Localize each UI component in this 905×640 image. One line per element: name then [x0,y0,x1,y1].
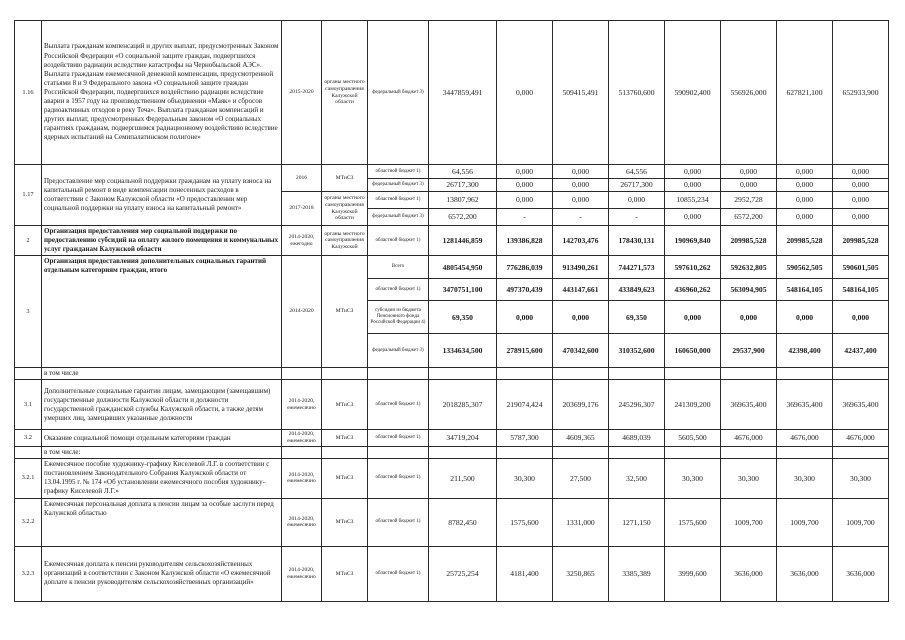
measure-name: Ежемесячная персональная доплата к пенсии лицам за особые заслуги перед Калужской областью [42,498,282,546]
year-amount: 369635,400 [833,380,889,430]
year-amount: 30,300 [497,458,553,498]
budget-table [14,20,889,602]
measure-name: Выплата гражданам компенсаций и других выплат, предусмотренных Законом Российской Федерации «О социальной защите граждан, подвергшихся воздействию радиации вследствие катастрофы на Чернобыльской АЭС». Выплата гражданам ежемесячной денежной компенсации, предусмотренной статьями 8 и 9 Федерального закона «О социальной защите граждан Российской Федерации, подвергшихся воздействию радиации вследствие аварии в 1957 году на производственном объединении «Маяк» и сбросов радиоактивных отходов в реку Теча». Выплата гражданам компенсаций и других выплат, предусмотренных Федеральным законом «О социальных гарантиях гражданам, подвергшимся радиационному воздействию вследствие ядерных испытаний на Семипалатинском полигоне» [42,21,282,165]
table-row [15,165,889,179]
total-amount: 34719,204 [429,430,497,446]
year-amount: 0,000 [777,179,833,192]
funding-source: областной бюджет 1) [368,226,429,256]
period: 2014-2020, ежемесячно [282,498,322,546]
period: 2014-2020, ежемесячно [282,546,322,601]
period: 2014-2020, ежегодно [282,226,322,256]
measure-name: Дополнительные социальные гарантии лицам, замещающим (замещавшим) государственные должности Калужской области и должности государственной гражданской службы Калужской области, а также детям умерших лиц, замещавших указанные должности [42,380,282,430]
year-amount: 497370,439 [497,279,553,301]
year-amount: 0,000 [665,179,721,192]
period: 2014-2020, ежемесячно [282,458,322,498]
year-amount: 0,000 [497,192,553,209]
year-amount: 0,000 [833,179,889,192]
year-amount: 443147,661 [553,279,609,301]
year-amount: 1009,700 [833,498,889,546]
year-amount: 627821,100 [777,21,833,165]
year-amount: 4676,000 [833,430,889,446]
year-amount: - [609,209,665,226]
funding-source: областной бюджет 1) [368,380,429,430]
total-amount: 3470751,100 [429,279,497,301]
year-amount: 0,000 [833,192,889,209]
total-amount: 13807,962 [429,192,497,209]
year-amount: 4609,365 [553,430,609,446]
table-row [15,368,889,380]
funding-source: областной бюджет 1) [368,498,429,546]
year-amount: 3250,865 [553,546,609,601]
funding-source: областной бюджет 1) [368,192,429,209]
year-amount: 590601,505 [833,256,889,279]
funding-source: областной бюджет 1) [368,458,429,498]
year-amount: 30,300 [833,458,889,498]
year-amount: 245296,307 [609,380,665,430]
table-row [15,380,889,430]
measure-name: Организация предоставления мер социальной поддержки по предоставлению субсидий на оплату жилого помещения и коммунальных услуг гражданам Калужской области [42,226,282,256]
row-number [15,368,42,380]
year-amount: 597610,262 [665,256,721,279]
funding-source: областной бюджет 1) [368,430,429,446]
table-row [15,446,889,458]
year-amount: 209985,528 [777,226,833,256]
year-amount: 26717,300 [609,179,665,192]
row-number: 3 [15,256,42,368]
measure-name: Организация предоставления дополнительных социальных гарантий отдельным категориям граждан, итого [42,256,282,368]
row-number: 3.2.2 [15,498,42,546]
total-amount: 3447859,491 [429,21,497,165]
total-amount: 69,350 [429,301,497,334]
year-amount: 241309,200 [665,380,721,430]
total-amount: 8782,450 [429,498,497,546]
executor: МТиСЗ [322,430,368,446]
year-amount: 30,300 [777,458,833,498]
year-amount: 0,000 [721,179,777,192]
year-amount: 27,500 [553,458,609,498]
year-amount: 5787,300 [497,430,553,446]
period: 2014-2020, ежемесячно [282,430,322,446]
year-amount: 209985,528 [721,226,777,256]
year-amount: 69,350 [609,301,665,334]
measure-name: Ежемесячная доплата к пенсии руководителям сельскохозяйственных организаций в соответствии с Законом Калужской области «О ежемесячной доплате к пенсии руководителям сельскохозяйственных организаций» [42,546,282,601]
year-amount: 64,556 [609,165,665,179]
year-amount: 30,300 [721,458,777,498]
year-amount: 0,000 [497,21,553,165]
executor: МТиСЗ [322,165,368,192]
funding-source: областной бюджет 1) [368,546,429,601]
row-number: 3.2 [15,430,42,446]
executor: МТиСЗ [322,380,368,430]
budget-table-sheet [14,20,888,602]
table-row [15,546,889,601]
total-amount: 6572,200 [429,209,497,226]
year-amount: 178430,131 [609,226,665,256]
year-amount: 0,000 [553,301,609,334]
year-amount: - [497,209,553,226]
year-amount: 4689,039 [609,430,665,446]
year-amount: 219074,424 [497,380,553,430]
year-amount: 0,000 [777,209,833,226]
measure-name: Ежемесячное пособие художнику-графику Киселевой Л.Г. в соответствии с постановлением Законодательного Собрания Калужской области от 13.04.1995 г. № 174 «Об установлении ежемесячного пособия художнику-графику Киселевой Л.Г.» [42,458,282,498]
executor: органы местного самоуправления Калужской области [322,192,368,226]
year-amount: 0,000 [721,301,777,334]
year-amount: 209985,528 [833,226,889,256]
year-amount: 3636,000 [777,546,833,601]
table-row [15,430,889,446]
executor: органы местного самоуправления Калужской [322,226,368,256]
year-amount: 0,000 [833,165,889,179]
year-amount: 4676,000 [721,430,777,446]
year-amount: 32,500 [609,458,665,498]
year-amount: 1331,000 [553,498,609,546]
year-amount: 0,000 [553,179,609,192]
year-amount: 509415,491 [553,21,609,165]
year-amount: 3385,389 [609,546,665,601]
table-row [15,21,889,165]
year-amount: 310352,600 [609,334,665,368]
funding-source: федеральный бюджет 3) [368,209,429,226]
period: 2017-2018 [282,192,322,226]
year-amount: 3636,000 [833,546,889,601]
year-amount: 369635,400 [777,380,833,430]
year-amount: 913490,261 [553,256,609,279]
period: 2016 [282,165,322,192]
section-caption: в том числе: [42,446,282,458]
section-caption: в том числе [42,368,282,380]
year-amount: 0,000 [497,301,553,334]
year-amount: 30,300 [665,458,721,498]
row-number: 2 [15,226,42,256]
year-amount: 42398,400 [777,334,833,368]
year-amount: 436960,262 [665,279,721,301]
year-amount: 42437,400 [833,334,889,368]
executor: МТиСЗ [322,546,368,601]
year-amount: 0,000 [497,165,553,179]
year-amount: 5605,500 [665,430,721,446]
year-amount: 0,000 [777,301,833,334]
period: 2015-2020 [282,21,322,165]
period: 2014-2020, ежемесячно [282,380,322,430]
row-number: 1.17 [15,165,42,226]
funding-source: федеральный бюджет 3) [368,179,429,192]
year-amount: 0,000 [665,209,721,226]
year-amount: 2952,728 [721,192,777,209]
year-amount: 776286,039 [497,256,553,279]
year-amount: 0,000 [665,165,721,179]
year-amount: 0,000 [833,301,889,334]
year-amount: 470342,600 [553,334,609,368]
year-amount: 1009,700 [721,498,777,546]
measure-name: Оказание социальной помощи отдельным категориям граждан [42,430,282,446]
executor: органы местного самоуправления Калужской области [322,21,368,165]
funding-source: Всего [368,256,429,279]
year-amount: 592632,805 [721,256,777,279]
total-amount: 1281446,859 [429,226,497,256]
year-amount: 548164,105 [833,279,889,301]
year-amount: 1009,700 [777,498,833,546]
year-amount: 142703,476 [553,226,609,256]
year-amount: 0,000 [833,209,889,226]
table-row [15,226,889,256]
year-amount: 369635,400 [721,380,777,430]
row-number: 1.16 [15,21,42,165]
total-amount: 1334634,500 [429,334,497,368]
year-amount: 29537,900 [721,334,777,368]
year-amount: 433849,623 [609,279,665,301]
year-amount: 1575,600 [665,498,721,546]
year-amount: 0,000 [553,165,609,179]
year-amount: 4676,000 [777,430,833,446]
funding-source: субсидии из бюджета Пенсионного фонда Российской Федерации 4) [368,301,429,334]
table-row [15,458,889,498]
executor: МТиСЗ [322,498,368,546]
year-amount: 513760,600 [609,21,665,165]
year-amount: 3999,600 [665,546,721,601]
year-amount: 278915,600 [497,334,553,368]
row-number: 3.2.1 [15,458,42,498]
year-amount: - [553,209,609,226]
year-amount: 0,000 [777,165,833,179]
total-amount: 211,500 [429,458,497,498]
row-number: 3.2.3 [15,546,42,601]
table-row [15,256,889,279]
total-amount: 64,556 [429,165,497,179]
year-amount: 744271,573 [609,256,665,279]
year-amount: 556926,000 [721,21,777,165]
year-amount: 652933,900 [833,21,889,165]
total-amount: 25725,254 [429,546,497,601]
year-amount: 548164,105 [777,279,833,301]
year-amount: 160650,000 [665,334,721,368]
year-amount: 0,000 [609,192,665,209]
total-amount: 26717,300 [429,179,497,192]
row-number: 3.1 [15,380,42,430]
total-amount: 2018285,307 [429,380,497,430]
year-amount: 10855,234 [665,192,721,209]
year-amount: 1271,150 [609,498,665,546]
measure-name: Предоставление мер социальной поддержки гражданам на уплату взноса на капитальный ремонт в виде компенсации понесенных расходов в соответствии с Законом Калужской области «О предоставлении мер социальной поддержки на уплату взноса на капитальный ремонт» [42,165,282,226]
year-amount: 0,000 [497,179,553,192]
funding-source: федеральный бюджет 3) [368,334,429,368]
row-number [15,446,42,458]
funding-source: федеральный бюджет 3) [368,21,429,165]
year-amount: 0,000 [721,165,777,179]
year-amount: 563094,905 [721,279,777,301]
executor: МТиСЗ [322,458,368,498]
year-amount: 6572,200 [721,209,777,226]
year-amount: 590902,400 [665,21,721,165]
executor: МТиСЗ [322,256,368,368]
period: 2014-2020 [282,256,322,368]
table-row [15,498,889,546]
funding-source: областной бюджет 1) [368,279,429,301]
year-amount: 190969,840 [665,226,721,256]
year-amount: 590562,505 [777,256,833,279]
year-amount: 0,000 [777,192,833,209]
year-amount: 139386,828 [497,226,553,256]
year-amount: 0,000 [553,192,609,209]
year-amount: 4181,400 [497,546,553,601]
funding-source: областной бюджет 1) [368,165,429,179]
year-amount: 203699,176 [553,380,609,430]
year-amount: 3636,000 [721,546,777,601]
year-amount: 0,000 [665,301,721,334]
year-amount: 1575,600 [497,498,553,546]
total-amount: 4805454,950 [429,256,497,279]
